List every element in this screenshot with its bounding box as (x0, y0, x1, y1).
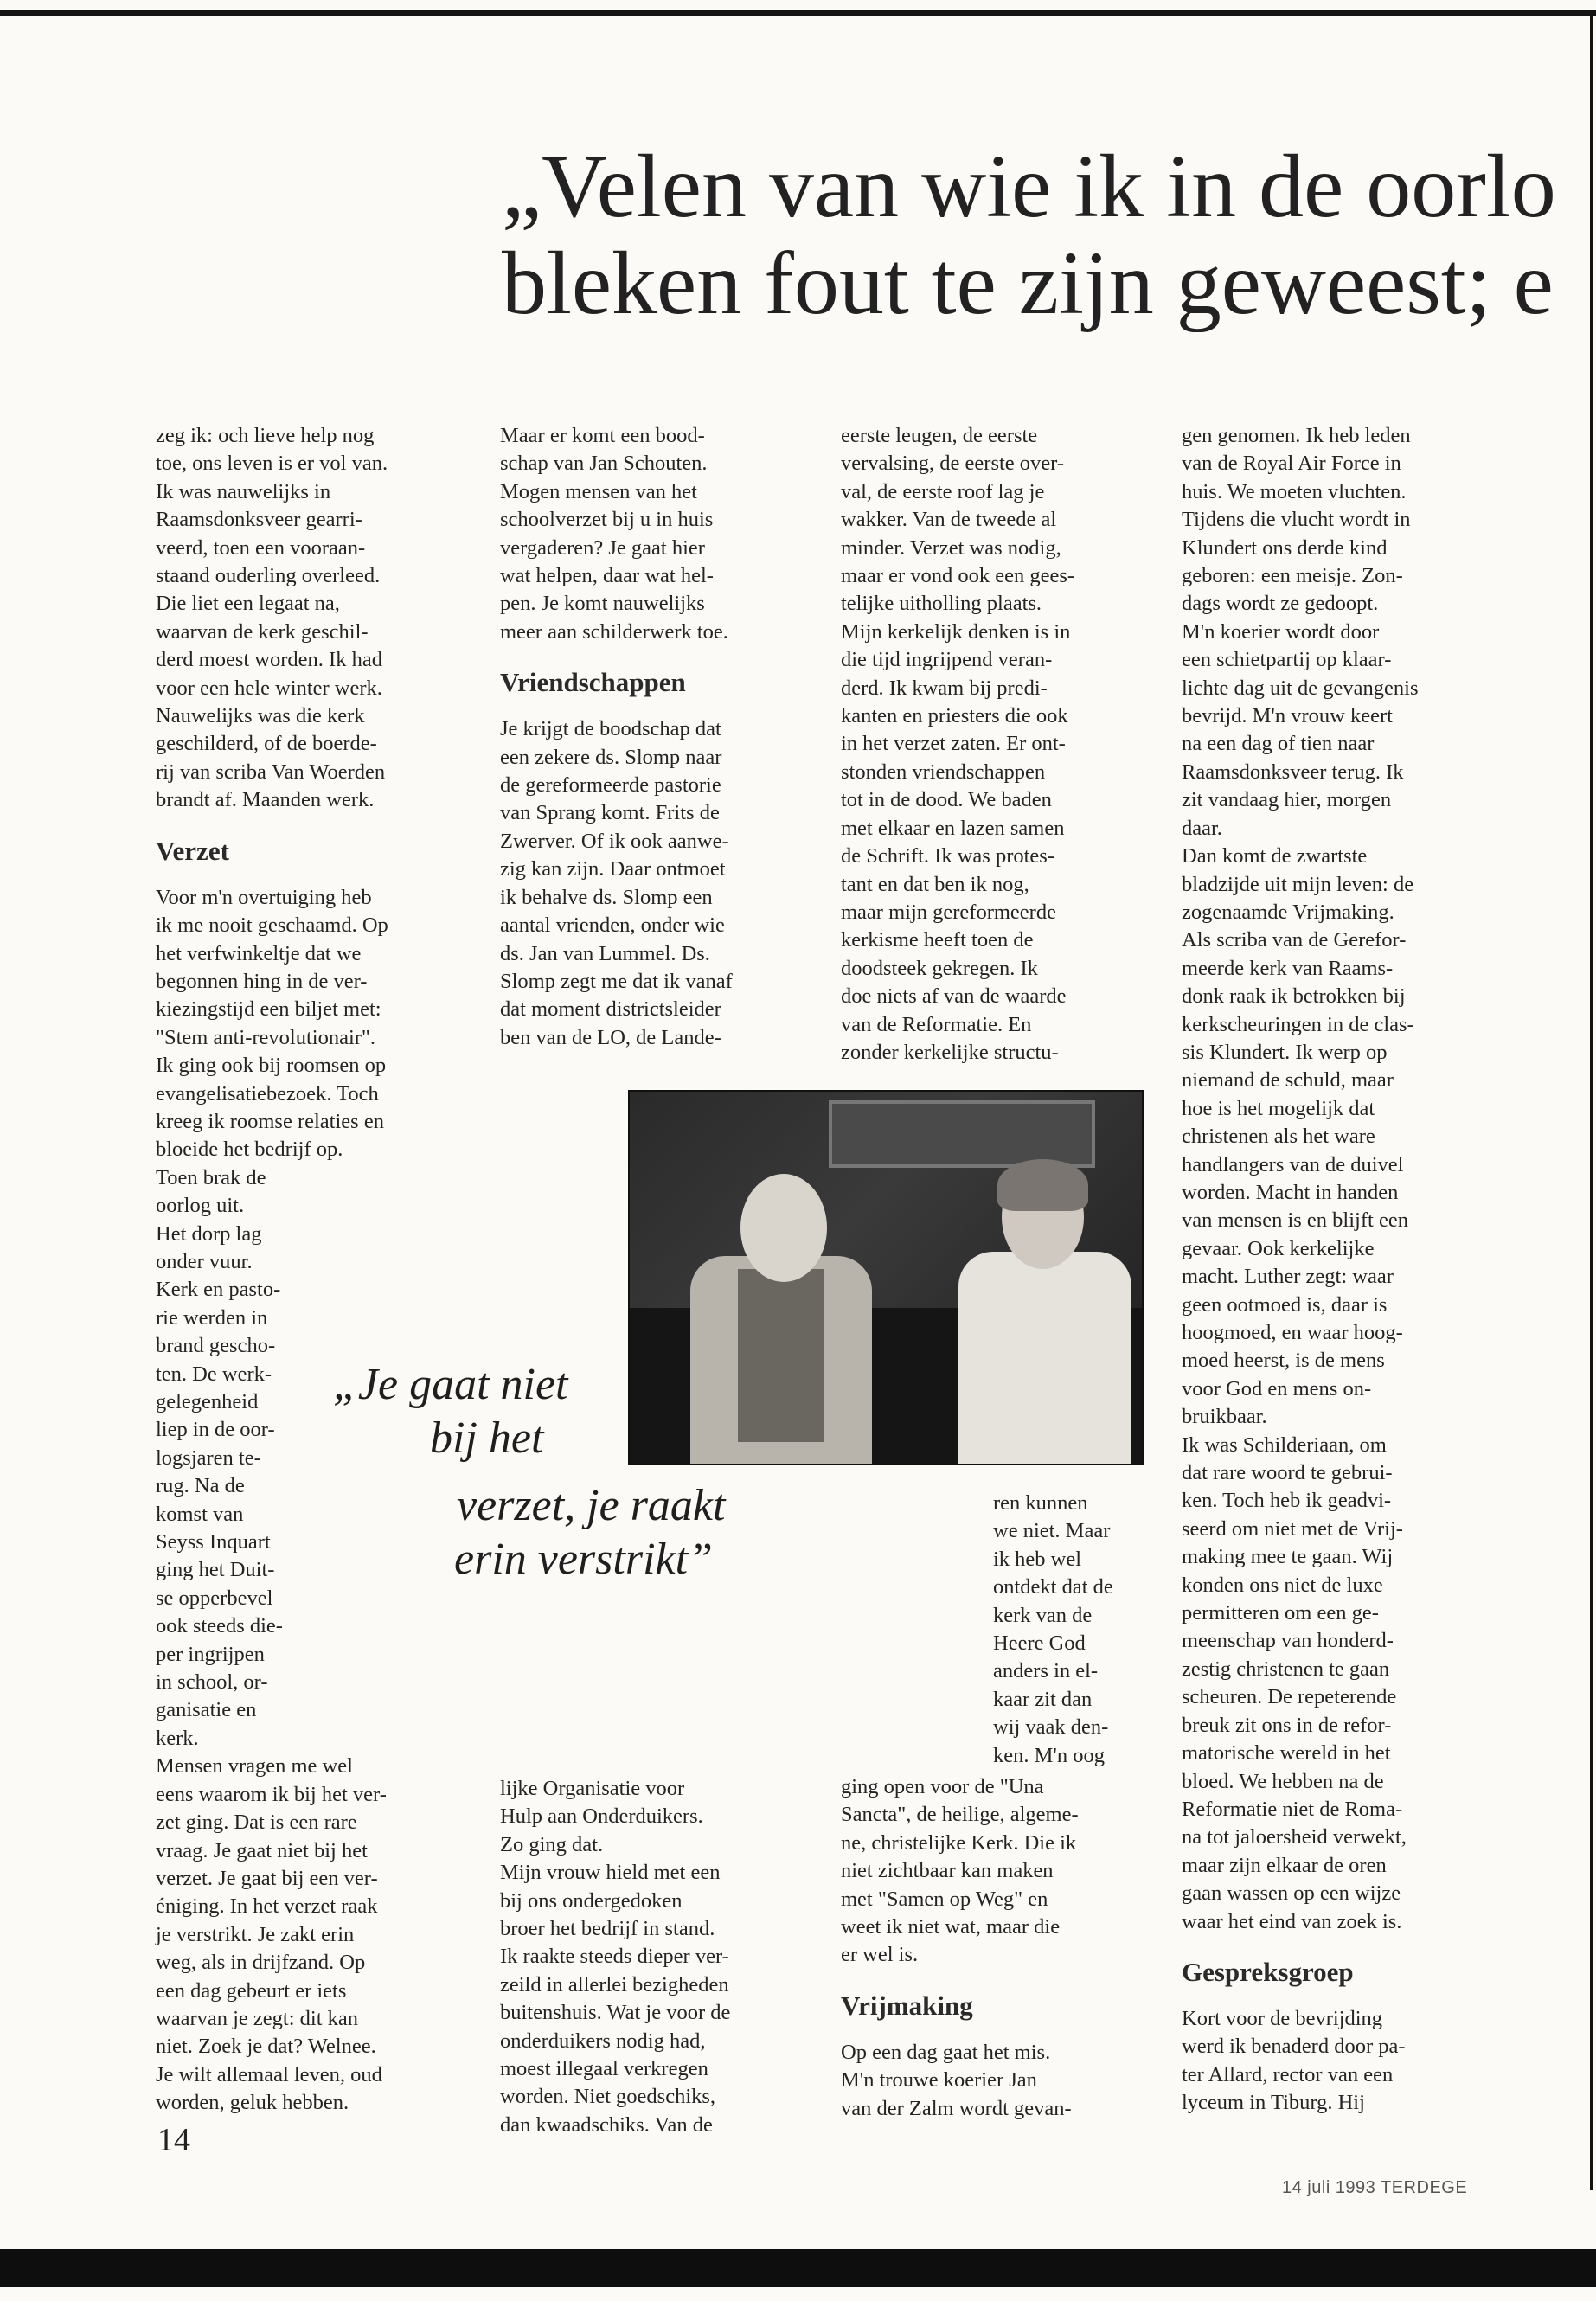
text-line: Kerk en pasto- (156, 1278, 281, 1302)
text-line: M'n trouwe koerier Jan (841, 2068, 1037, 2093)
col4-paragraph-2 (1182, 2005, 1493, 2118)
text-line: matorische wereld in het (1182, 1741, 1391, 1766)
text-line: christenen als het ware (1182, 1125, 1375, 1149)
pull-quote-line-2: bij het (430, 1413, 544, 1463)
top-rule (0, 10, 1596, 16)
text-line: ten. De werk- (156, 1362, 272, 1386)
text-line: ren kunnen (993, 1491, 1088, 1515)
pull-quote-line-3: verzet, je raakt (457, 1481, 726, 1530)
col1-paragraph-2 (156, 884, 467, 2118)
portrait-photo (628, 1090, 1144, 1465)
text-line: de Schrift. Ik was protes- (841, 844, 1054, 868)
text-line: staand ouderling overleed. (156, 564, 381, 588)
text-line: zogenaamde Vrijmaking. (1182, 900, 1394, 924)
text-line: Je krijgt de boodschap dat (500, 717, 721, 741)
text-line: Toen brak de (156, 1165, 266, 1189)
text-line: anders in el- (993, 1659, 1099, 1683)
text-line: lyceum in Tiburg. Hij (1182, 2091, 1365, 2115)
text-line: die tijd ingrijpend veran- (841, 648, 1053, 672)
text-line: gevaar. Ook kerkelijke (1182, 1236, 1375, 1260)
text-line: éniging. In het verzet raak (156, 1894, 378, 1919)
column-3-narrow (993, 1490, 1149, 1770)
text-line: donk raak ik betrokken bij (1182, 984, 1406, 1009)
man-vest (738, 1269, 824, 1442)
text-line: de gereformeerde pastorie (500, 773, 721, 798)
text-line: niet zichtbaar kan maken (841, 1859, 1054, 1883)
text-line: Raamsdonksveer terug. Ik (1182, 760, 1404, 784)
text-line: moest illegaal verkregen (500, 2057, 708, 2081)
text-line: waarvan de kerk geschil- (156, 619, 369, 644)
text-line: onder vuur. (156, 1249, 253, 1273)
text-line: eens waarom ik bij het ver- (156, 1782, 387, 1806)
text-line: Kort voor de bevrijding (1182, 2006, 1383, 2030)
text-line: maar er vond ook een gees- (841, 564, 1075, 588)
painting-frame (829, 1100, 1095, 1168)
text-line: val, de eerste roof lag je (841, 479, 1045, 503)
text-line: daar. (1182, 816, 1222, 840)
text-line: zeild in allerlei bezigheden (500, 1972, 729, 1997)
text-line: Nauwelijks was die kerk (156, 704, 365, 728)
text-line: ken. Toch heb ik geadvi- (1182, 1489, 1392, 1513)
text-line: komst van (156, 1502, 244, 1526)
text-line: Dan komt de zwartste (1182, 844, 1368, 868)
text-line: brand gescho- (156, 1334, 276, 1358)
text-line: brandt af. Maanden werk. (156, 788, 375, 812)
column-1-top (156, 422, 467, 2118)
text-line: met "Samen op Weg" en (841, 1887, 1048, 1911)
text-line: ganisatie en (156, 1698, 257, 1722)
text-line: Ik ging ook bij roomsen op (156, 1054, 387, 1078)
text-line: maar mijn gereformeerde (841, 900, 1056, 924)
text-line: Mogen mensen van het (500, 479, 697, 503)
col3-paragraph-1 (841, 422, 1144, 1067)
text-line: konden ons niet de luxe (1182, 1573, 1383, 1597)
column-2-bottom (500, 1775, 803, 2139)
text-line: rij van scriba Van Woerden (156, 760, 386, 784)
text-line: Die liet een legaat na, (156, 592, 340, 616)
text-line: Klundert ons derde kind (1182, 535, 1388, 560)
text-line: Als scriba van de Gerefor- (1182, 928, 1407, 952)
text-line: "Stem anti-revolutionair". (156, 1025, 376, 1049)
text-line: gelegenheid (156, 1390, 259, 1413)
text-line: gaan wassen op een wijze (1182, 1881, 1401, 1906)
text-line: Hulp aan Onderduikers. (500, 1804, 703, 1829)
text-line: zonder kerkelijke structu- (841, 1040, 1059, 1064)
text-line: huis. We moeten vluchten. (1182, 479, 1407, 503)
text-line: Op een dag gaat het mis. (841, 2040, 1051, 2064)
text-line: zit vandaag hier, morgen (1182, 788, 1392, 812)
text-line: Raamsdonksveer gearri- (156, 508, 362, 532)
text-line: evangelisatiebezoek. Toch (156, 1081, 379, 1106)
text-line: dat rare woord te gebrui- (1182, 1461, 1393, 1485)
col4-paragraph-1 (1182, 422, 1493, 1936)
text-line: logsjaren te- (156, 1445, 261, 1470)
text-line: hoe is het mogelijk dat (1182, 1096, 1375, 1120)
text-line: worden. Niet goedschiks, (500, 2085, 716, 2109)
column-2-top (500, 422, 803, 1052)
column-3-bottom (841, 1773, 1144, 2123)
text-line: waar het eind van zoek is. (1182, 1909, 1402, 1933)
text-line: in het verzet zaten. Er ont- (841, 732, 1066, 756)
text-line: lichte dag uit de gevangenis (1182, 676, 1419, 700)
text-line: dat moment districtsleider (500, 997, 721, 1022)
text-line: seerd om niet met de Vrij- (1182, 1516, 1403, 1541)
text-line: Reformatie niet de Roma- (1182, 1797, 1403, 1821)
text-line: derd moest worden. Ik had (156, 648, 382, 672)
text-line: schoolverzet bij u in huis (500, 508, 714, 532)
text-line: kerkscheuringen in de clas- (1182, 1012, 1414, 1036)
text-line: wij vaak den- (993, 1715, 1109, 1740)
text-line: liep in de oor- (156, 1418, 275, 1442)
text-line: maar zijn elkaar de oren (1182, 1853, 1387, 1877)
text-line: meenschap van honderd- (1182, 1629, 1394, 1653)
text-line: broer het bedrijf in stand. (500, 1917, 715, 1941)
text-line: tant en dat ben ik nog, (841, 872, 1029, 896)
text-line: kiezingstijd een biljet met: (156, 997, 381, 1022)
col3-subhead: Vrijmaking (841, 1990, 973, 2021)
text-line: ging het Duit- (156, 1558, 275, 1582)
headline-line-1: „Velen van wie ik in de oorlo (502, 138, 1556, 236)
text-line: per ingrijpen (156, 1642, 265, 1666)
text-line: weet ik niet wat, maar die (841, 1915, 1061, 1939)
text-line: geschilderd, of de boerde- (156, 732, 377, 756)
text-line: kerkisme heeft toen de (841, 928, 1034, 952)
text-line: ook steeds die- (156, 1614, 283, 1638)
col2-subhead: Vriendschappen (500, 667, 686, 698)
text-line: Ik was Schilderiaan, om (1182, 1433, 1387, 1457)
text-line: ken. M'n oog (993, 1743, 1105, 1767)
text-line: stonden vriendschappen (841, 760, 1046, 784)
text-line: doodsteek gekregen. Ik (841, 956, 1038, 980)
column-3-top (841, 422, 1144, 1067)
woman-hair (997, 1159, 1088, 1211)
headline (502, 138, 1596, 332)
text-line: oorlog uit. (156, 1194, 245, 1218)
text-line: bij ons ondergedoken (500, 1888, 683, 1913)
text-line: scheuren. De repeterende (1182, 1685, 1397, 1709)
pull-quote-line-4: erin verstrikt” (454, 1535, 713, 1584)
issue-footer: 14 juli 1993 TERDEGE (1282, 2178, 1468, 2197)
pull-quote-line-1: „Je gaat niet (333, 1360, 568, 1409)
text-line: worden. Macht in handen (1182, 1180, 1399, 1204)
text-line: dags wordt ze gedoopt. (1182, 592, 1379, 616)
col3-paragraph-4 (841, 2039, 1144, 2123)
text-line: doe niets af van de waarde (841, 984, 1067, 1009)
text-line: meer aan schilderwerk toe. (500, 619, 728, 644)
text-line: zeg ik: och lieve help nog (156, 424, 375, 447)
text-line: ik behalve ds. Slomp een (500, 885, 713, 909)
text-line: eerste leugen, de eerste (841, 424, 1038, 447)
text-line: werd ik benaderd door pa- (1182, 2035, 1406, 2059)
text-line: making mee te gaan. Wij (1182, 1545, 1394, 1569)
col1-subhead: Verzet (156, 835, 229, 866)
text-line: Ik raakte steeds dieper ver- (500, 1945, 729, 1969)
text-line: voor een hele winter werk. (156, 676, 382, 700)
text-line: meerde kerk van Raams- (1182, 956, 1394, 980)
text-line: bloed. We hebben na de (1182, 1769, 1384, 1793)
text-line: sis Klundert. Ik werp op (1182, 1040, 1388, 1064)
text-line: Ik was nauwelijks in (156, 479, 331, 503)
text-line: dan kwaadschiks. Van de (500, 2112, 713, 2137)
text-line: rug. Na de (156, 1474, 245, 1498)
text-line: een schietpartij op klaar- (1182, 648, 1392, 672)
text-line: weg, als in drijfzand. Op (156, 1951, 366, 1975)
text-line: na tot jaloersheid verwekt, (1182, 1825, 1407, 1849)
text-line: vergaderen? Je gaat hier (500, 535, 705, 560)
text-line: vervalsing, de eerste over- (841, 452, 1065, 476)
text-line: aantal vrienden, onder wie (500, 913, 725, 938)
text-line: Je wilt allemaal leven, oud (156, 2062, 382, 2086)
text-line: niemand de schuld, maar (1182, 1068, 1394, 1093)
text-line: macht. Luther zegt: waar (1182, 1265, 1394, 1289)
col1-paragraph-1 (156, 422, 467, 815)
text-line: met elkaar en lazen samen (841, 816, 1065, 840)
man-head (740, 1174, 827, 1282)
text-line: zig kan zijn. Daar ontmoet (500, 857, 726, 881)
text-line: geen ootmoed is, daar is (1182, 1292, 1388, 1317)
text-line: schap van Jan Schouten. (500, 452, 708, 476)
text-line: Mijn vrouw hield met een (500, 1861, 721, 1885)
text-line: kaar zit dan (993, 1687, 1093, 1711)
text-line: buitenshuis. Wat je voor de (500, 2001, 731, 2025)
text-line: vraag. Je gaat niet bij het (156, 1838, 368, 1862)
text-line: bloeide het bedrijf op. (156, 1138, 343, 1162)
text-line: pen. Je komt nauwelijks (500, 592, 705, 616)
text-line: Mijn kerkelijk denken is in (841, 619, 1071, 644)
text-line: handlangers van de duivel (1182, 1152, 1404, 1176)
text-line: ne, christelijke Kerk. Die ik (841, 1830, 1077, 1855)
text-line: het verfwinkeltje dat we (156, 941, 362, 965)
text-line: zet ging. Dat is een rare (156, 1811, 357, 1835)
text-line: van mensen is en blijft een (1182, 1208, 1408, 1233)
text-line: bladzijde uit mijn leven: de (1182, 872, 1414, 896)
text-line: Het dorp lag (156, 1221, 262, 1246)
text-line: wat helpen, daar wat hel- (500, 564, 714, 588)
col2-paragraph-3 (500, 1775, 803, 2139)
text-line: M'n koerier wordt door (1182, 619, 1380, 644)
text-line: ik me nooit geschaamd. Op (156, 913, 388, 938)
col3-paragraph-3 (841, 1773, 1144, 1970)
text-line: na een dag of tien naar (1182, 732, 1375, 756)
text-line: kerk. (156, 1726, 199, 1750)
text-line: een zekere ds. Slomp naar (500, 745, 722, 769)
text-line: ben van de LO, de Lande- (500, 1025, 721, 1049)
text-line: hoogmoed, en waar hoog- (1182, 1321, 1403, 1344)
col4-subhead: Gespreksgroep (1182, 1956, 1354, 1987)
text-line: breuk zit ons in de refor- (1182, 1713, 1392, 1737)
text-line: gen genomen. Ik heb leden (1182, 424, 1411, 447)
text-line: begonnen hing in de ver- (156, 969, 368, 993)
woman-figure (958, 1252, 1131, 1464)
text-line: se opperbevel (156, 1586, 273, 1610)
text-line: ontdekt dat de (993, 1575, 1113, 1599)
text-line: we niet. Maar (993, 1519, 1111, 1543)
text-line: een dag gebeurt er iets (156, 1978, 347, 2003)
text-line: van der Zalm wordt gevan- (841, 2096, 1072, 2120)
text-line: niet. Zoek je dat? Welnee. (156, 2035, 376, 2059)
text-line: Slomp zegt me dat ik vanaf (500, 969, 733, 993)
text-line: kreeg ik roomse relaties en (156, 1109, 384, 1133)
headline-line-2: bleken fout te zijn geweest; e (502, 234, 1554, 332)
text-line: permitteren om een ge- (1182, 1601, 1379, 1625)
text-line: van Sprang komt. Frits de (500, 801, 720, 825)
text-line: Voor m'n overtuiging heb (156, 885, 372, 909)
text-line: bruikbaar. (1182, 1405, 1267, 1429)
text-line: onderduikers nodig had, (500, 2029, 706, 2053)
text-line: telijke uitholling plaats. (841, 592, 1042, 616)
text-line: moed heerst, is de mens (1182, 1349, 1385, 1373)
text-line: tot in de dood. We baden (841, 788, 1052, 812)
bottom-rule (0, 2249, 1596, 2287)
text-line: kanten en priesters die ook (841, 704, 1068, 728)
text-line: Seyss Inquart (156, 1530, 271, 1554)
text-line: lijke Organisatie voor (500, 1777, 685, 1800)
text-line: Sancta", de heilige, algeme- (841, 1803, 1079, 1827)
text-line: kerk van de (993, 1603, 1093, 1627)
text-line: je verstrikt. Je zakt erin (156, 1922, 355, 1946)
text-line: Mensen vragen me wel (156, 1754, 353, 1779)
text-line: verzet. Je gaat bij een ver- (156, 1866, 378, 1890)
text-line: voor God en mens on- (1182, 1376, 1372, 1400)
text-line: Zo ging dat. (500, 1832, 604, 1856)
text-line: Tijdens die vlucht wordt in (1182, 508, 1411, 532)
col2-paragraph-2 (500, 715, 803, 1052)
text-line: worden, geluk hebben. (156, 2091, 349, 2115)
page-number: 14 (157, 2122, 190, 2158)
text-line: van de Reformatie. En (841, 1012, 1032, 1036)
text-line: waarvan je zegt: dit kan (156, 2006, 359, 2030)
text-line: Maar er komt een bood- (500, 424, 705, 447)
right-rule (1590, 10, 1593, 2190)
column-4 (1182, 422, 1493, 2118)
text-line: minder. Verzet was nodig, (841, 535, 1061, 560)
text-line: toe, ons leven is er vol van. (156, 452, 388, 476)
text-line: geboren: een meisje. Zon- (1182, 564, 1403, 588)
text-line: er wel is. (841, 1943, 919, 1967)
text-line: derd. Ik kwam bij predi- (841, 676, 1048, 700)
text-line: ter Allard, rector van een (1182, 2062, 1394, 2086)
text-line: ging open voor de "Una (841, 1775, 1044, 1798)
text-line: Heere God (993, 1631, 1086, 1656)
text-line: veerd, toen een vooraan- (156, 535, 366, 560)
col3-paragraph-2 (993, 1490, 1149, 1770)
text-line: rie werden in (156, 1305, 268, 1330)
text-line: ds. Jan van Lummel. Ds. (500, 941, 710, 965)
text-line: bevrijd. M'n vrouw keert (1182, 704, 1393, 728)
text-line: ik heb wel (993, 1547, 1082, 1571)
text-line: van de Royal Air Force in (1182, 452, 1401, 476)
text-line: zestig christenen te gaan (1182, 1657, 1390, 1681)
text-line: wakker. Van de tweede al (841, 508, 1057, 532)
text-line: in school, or- (156, 1670, 268, 1695)
text-line: Zwerver. Of ik ook aanwe- (500, 829, 729, 853)
col2-paragraph-1 (500, 422, 803, 646)
